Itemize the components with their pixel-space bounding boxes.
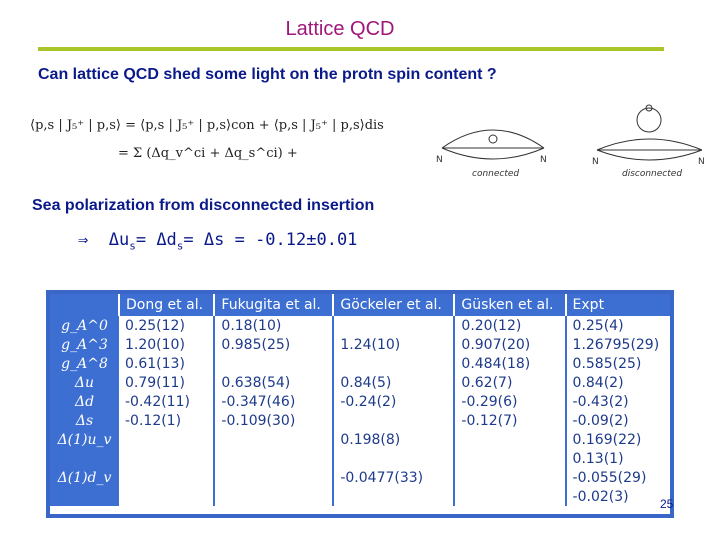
quantity-cell: Δu [50, 373, 119, 392]
column-header: Dong et al. [119, 294, 214, 316]
value-cell [454, 487, 565, 506]
quantity-cell: Δ(1)d_v [50, 468, 119, 487]
insertion-diagrams [432, 100, 712, 182]
table-row [50, 335, 670, 354]
table-row [50, 392, 670, 411]
quantity-cell: g_A^3 [50, 335, 119, 354]
sum-equation: = Σ (Δq_v^ci + Δq_s^ci) + [118, 146, 298, 161]
page-number: 25 [660, 497, 674, 511]
value-cell [214, 487, 333, 506]
quantity-cell: Δd [50, 392, 119, 411]
value-cell [119, 430, 214, 449]
table-row [50, 373, 670, 392]
value-cell: 0.61(13) [119, 354, 214, 373]
connected-diagram [436, 130, 547, 179]
table-row [50, 449, 670, 468]
value-cell: 0.84(5) [333, 373, 454, 392]
value-cell [454, 449, 565, 468]
value-cell: -0.12(7) [454, 411, 565, 430]
disconnected-label: disconnected [622, 169, 683, 179]
column-header: Expt [566, 294, 670, 316]
value-cell: -0.02(3) [572, 488, 629, 505]
value-cell: -0.347(46) [214, 392, 333, 411]
quantity-cell: g_A^0 [50, 316, 119, 335]
quantity-cell: Δs [50, 411, 119, 430]
sea-polarization-heading: Sea polarization from disconnected insertion [32, 197, 375, 214]
subscript: s [129, 239, 136, 253]
result-part: Δu [108, 230, 130, 250]
table-row [50, 354, 670, 373]
quantity-cell [50, 449, 119, 468]
value-cell: 0.84(2) [572, 374, 624, 391]
implies-arrow: ⇒ [78, 230, 89, 250]
quantity-cell: Δ(1)u_v [50, 430, 119, 449]
table-header-row [50, 294, 670, 316]
column-header [50, 294, 119, 316]
value-cell: 0.907(20) [454, 335, 565, 354]
slide-title: Lattice QCD [285, 18, 395, 40]
value-cell: 1.26795(29) [572, 336, 660, 353]
column-header: Güsken et al. [454, 294, 565, 316]
value-cell [333, 449, 454, 468]
value-cell: -0.42(11) [119, 392, 214, 411]
quantity-cell: g_A^8 [50, 354, 119, 373]
value-cell: 0.638(54) [214, 373, 333, 392]
table-row [50, 487, 670, 506]
value-cell: -0.109(30) [214, 411, 333, 430]
subscript: s [176, 239, 184, 253]
value-cell: 0.25(4) [572, 317, 624, 334]
value-cell: 0.18(10) [214, 316, 333, 335]
value-cell [119, 449, 214, 468]
value-cell [214, 430, 333, 449]
value-cell: 0.25(12) [119, 316, 214, 335]
value-cell [214, 354, 333, 373]
column-header: Göckeler et al. [333, 294, 454, 316]
value-cell: 0.484(18) [454, 354, 565, 373]
result-part: = Δs = -0.12±0.01 [183, 230, 358, 250]
node-label: N [540, 155, 547, 165]
value-cell: 0.585(25) [572, 355, 642, 372]
value-cell [454, 468, 565, 487]
value-cell [454, 430, 565, 449]
column-header: Fukugita et al. [214, 294, 333, 316]
value-cell: 0.62(7) [454, 373, 565, 392]
table-row [50, 316, 670, 335]
value-cell: 1.24(10) [333, 335, 454, 354]
value-cell [333, 487, 454, 506]
node-label: N [698, 157, 705, 167]
value-cell: 0.169(22) [572, 431, 642, 448]
value-cell [333, 316, 454, 335]
lattice-results-table [46, 290, 674, 518]
value-cell: 0.20(12) [454, 316, 565, 335]
title-underline [38, 47, 664, 51]
result-part: = Δd [135, 230, 177, 250]
table-row [50, 430, 670, 449]
value-cell: -0.29(6) [454, 392, 565, 411]
disconnected-diagram [592, 105, 705, 179]
value-cell: 0.198(8) [333, 430, 454, 449]
value-cell: 0.79(11) [119, 373, 214, 392]
value-cell: 0.985(25) [214, 335, 333, 354]
value-cell [214, 468, 333, 487]
value-cell [119, 487, 214, 506]
value-cell: -0.0477(33) [333, 468, 454, 487]
value-cell: -0.12(1) [119, 411, 214, 430]
value-cell: -0.43(2) [572, 393, 629, 410]
value-cell: -0.055(29) [572, 469, 647, 486]
node-label: N [436, 155, 443, 165]
value-cell: 0.13(1) [572, 450, 624, 467]
node-label: N [592, 157, 599, 167]
connected-label: connected [472, 169, 520, 179]
value-cell [119, 468, 214, 487]
value-cell [214, 449, 333, 468]
value-cell [333, 411, 454, 430]
value-cell: -0.09(2) [572, 412, 629, 429]
value-cell [333, 354, 454, 373]
sea-polarization-result [78, 230, 357, 252]
table-row [50, 468, 670, 487]
matrix-element-equation: ⟨p,s | J₅⁺ | p,s⟩ = ⟨p,s | J₅⁺ | p,s⟩con + ⟨p,s | J₅⁺ | p,s⟩dis [30, 118, 384, 133]
value-cell: 1.20(10) [119, 335, 214, 354]
quantity-cell [50, 487, 119, 506]
value-cell: -0.24(2) [333, 392, 454, 411]
question-text: Can lattice QCD shed some light on the protn spin content ? [38, 66, 497, 83]
table-row [50, 411, 670, 430]
